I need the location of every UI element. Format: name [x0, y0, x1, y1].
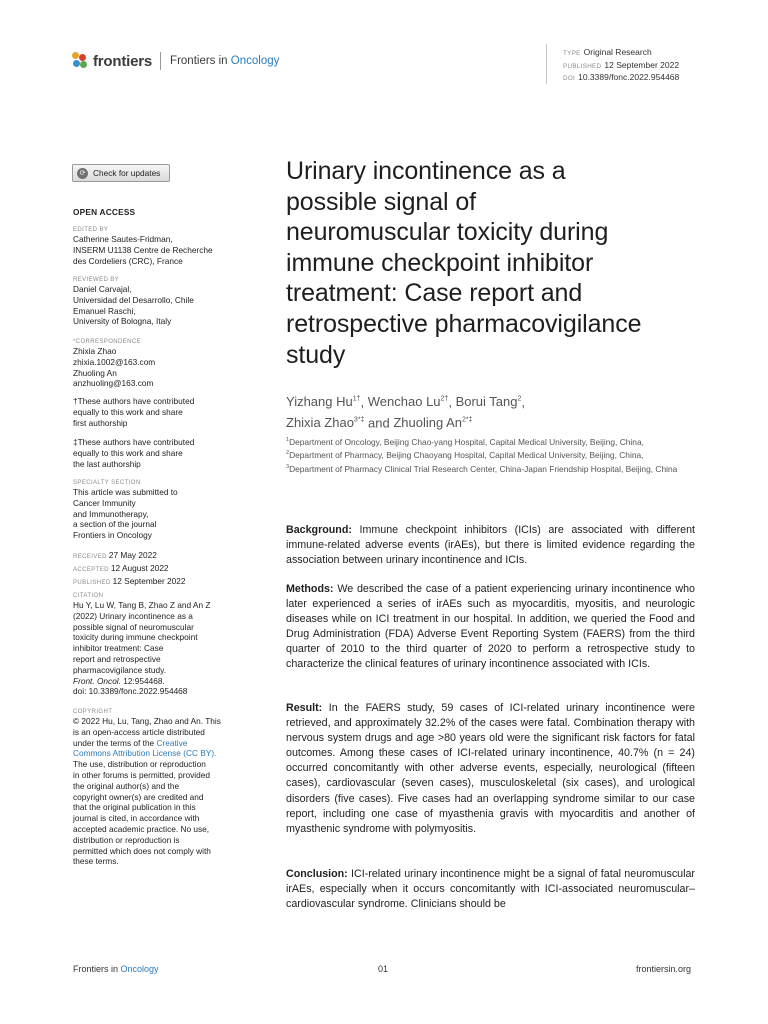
affiliation: $^2$Department of Pharmacy, Beijing Chaoyang Hospital, Capital Medical University, Beijing, China,	[286, 450, 644, 461]
abstract-conclusion: Conclusion: ICI-related urinary incontinence might be a signal of fatal neuromuscular irAEs, especially when it occurs concomitantly with ICI-associated neuromuscular–cardiovascular syndrome. Clinicians should be	[286, 868, 695, 911]
check-for-updates-button[interactable]	[72, 164, 170, 182]
edited-by-text: Catherine Sautes-Fridman, INSERM U1138 Centre de Recherche des Cordeliers (CRC), France	[73, 234, 213, 266]
author[interactable]: Zhixia Zhao$^{3*\ddagger}$	[286, 415, 365, 431]
citation	[73, 592, 243, 697]
author-list: Yizhang $Hu^{1\dagger}$, Wenchao $Lu^{2\dagger}$, Borui Tang$^2$, Zhixia Zhao$^{3*\ddagger}$ and Zhuoling $An^{2*\ddagger}$	[286, 394, 526, 431]
frontiers-logo[interactable]	[72, 50, 279, 72]
equal-first-note: †These authors have contributed equally to this work and share first authorship	[73, 396, 195, 428]
author[interactable]: Yizhang $Hu^{1\dagger}$	[286, 394, 361, 410]
reviewed-by	[73, 276, 243, 327]
copyright-text: © 2022 Hu, Lu, Tang, Zhao and An. This is an open-access article distributed under the terms of the Creative Commons Attribution License (CC BY). The use, distribution or reproduction in other forums is permitted, provided the original author(s) and the copyright owner(s) are credited and that the original publication in this journal is cited, in accordance with accepted academic practice. No use, distribution or reproduction is permitted which does not comply with these terms.	[73, 716, 221, 867]
open-access-label: OPEN ACCESS	[73, 207, 136, 217]
author[interactable]: Zhuoling $An^{2*\ddagger}$	[393, 415, 473, 431]
citation-heading: CITATION	[73, 593, 104, 599]
equal-last-note: ‡These authors have contributed equally to this work and share the last authorship	[73, 437, 195, 469]
article-type: TYPE Original Research	[563, 47, 652, 57]
affiliation: $^1$Department of Oncology, Beijing Chao-yang Hospital, Capital Medical University, Beijing, China,	[286, 436, 644, 447]
page-number: 01	[378, 964, 389, 974]
article-title: Urinary incontinence as a possible signal of neuromuscular toxicity during immune checkpoint inhibitor treatment: Case report and retrospective pharmacovigilance study	[286, 157, 642, 369]
correspondence	[73, 338, 243, 389]
edited-by	[73, 226, 243, 266]
cc-by-license-link[interactable]: Creative Commons Attribution License (CC BY).	[73, 737, 217, 759]
received-date: RECEIVED 27 May 2022	[73, 550, 157, 560]
reviewed-by-heading: REVIEWED BY	[73, 277, 120, 283]
logo-divider	[160, 52, 161, 70]
check-for-updates-label: Check for updates	[93, 168, 161, 178]
published-date: PUBLISHED 12 September 2022	[563, 60, 680, 70]
specialty-text: This article was submitted to Cancer Immunity and Immunotherapy, a section of the journal Frontiers in Oncology	[73, 487, 178, 541]
meta-divider	[546, 44, 547, 84]
journal-name[interactable]: Frontiers in Oncology	[170, 55, 280, 67]
author[interactable]: Wenchao $Lu^{2\dagger}$	[367, 394, 449, 410]
abstract-result: Result: In the FAERS study, 59 cases of ICI-related urinary incontinence were retrieved, and approximately 32.2% of the cases were fatal. Combination therapy with nervous system drugs and age >80 years old were the significant risk factors for fatal outcomes. Among these cases of ICI-related urinary incontinence, 40.7% (n = 24) occurred concomitantly with other adverse events, especially, neurological (fifteen cases), cardiovascular (seven cases), musculoskeletal (six cases), and urological disorders (five cases). Five cases had an overlapping syndrome similar to our case report, including one case of myasthenia gravis with myocarditis and another of myasthenic syndrome with polymyositis.	[286, 702, 695, 835]
doi[interactable]: DOI 10.3389/fonc.2022.954468	[563, 72, 680, 82]
reviewed-by-text: Daniel Carvajal, Universidad del Desarrollo, Chile Emanuel Raschi, University of Bologna, Italy	[73, 284, 194, 327]
citation-text: Hu Y, Lu W, Tang B, Zhao Z and An Z (2022) Urinary incontinence as a possible signal of neuromuscular toxicity during immune checkpoint inhibitor treatment: Case report and retrospective pharmacovigilance study. Front. Oncol. 12:954468. doi: 10.3389/fonc.2022.954468	[73, 600, 211, 697]
refresh-icon: ⟳	[77, 168, 88, 179]
footer-journal[interactable]: Frontiers in Oncology	[73, 964, 159, 974]
copyright	[73, 708, 243, 867]
affiliations	[286, 435, 706, 475]
abstract-methods: Methods: We described the case of a patient experiencing urinary incontinence who later experienced a series of irAEs such as myocarditis, myositis, and neurologic diseases while on ICI treatment in our hospital. In addition, we queried the Food and Drug Administration (FDA) Adverse Event Reporting System (FAERS) from the third quarter of 2010 to the third quarter of 2020 to perform a retrospective study to characterize the clinical features of urinary incontinence associated with ICIs.	[286, 583, 695, 671]
author[interactable]: Borui Tang$^2$	[455, 394, 522, 410]
affiliation: $^3$Department of Pharmacy Clinical Trial Research Center, China-Japan Friendship Hospital, Beijing, China	[286, 463, 678, 474]
accepted-date: ACCEPTED 12 August 2022	[73, 562, 169, 573]
published-date-side: PUBLISHED 12 September 2022	[73, 575, 186, 586]
copyright-heading: COPYRIGHT	[73, 709, 113, 715]
frontiers-logo-icon	[72, 52, 90, 70]
correspondence-heading: *CORRESPONDENCE	[73, 339, 142, 345]
correspondence-text[interactable]: Zhixia Zhao zhixia.1002@163.com Zhuoling An anzhuoling@163.com	[73, 346, 156, 389]
dates	[73, 550, 243, 588]
footer-site-link[interactable]: frontiersin.org	[636, 964, 692, 974]
specialty-section	[73, 479, 243, 541]
logo-wordmark: frontiers	[93, 52, 153, 70]
edited-by-heading: EDITED BY	[73, 227, 109, 233]
abstract-background: Background: Immune checkpoint inhibitors (ICIs) are associated with different immune-related adverse events (irAEs), but there is limited evidence regarding the association between urinary incontinence and ICIs.	[286, 524, 695, 567]
specialty-heading: SPECIALTY SECTION	[73, 480, 141, 486]
